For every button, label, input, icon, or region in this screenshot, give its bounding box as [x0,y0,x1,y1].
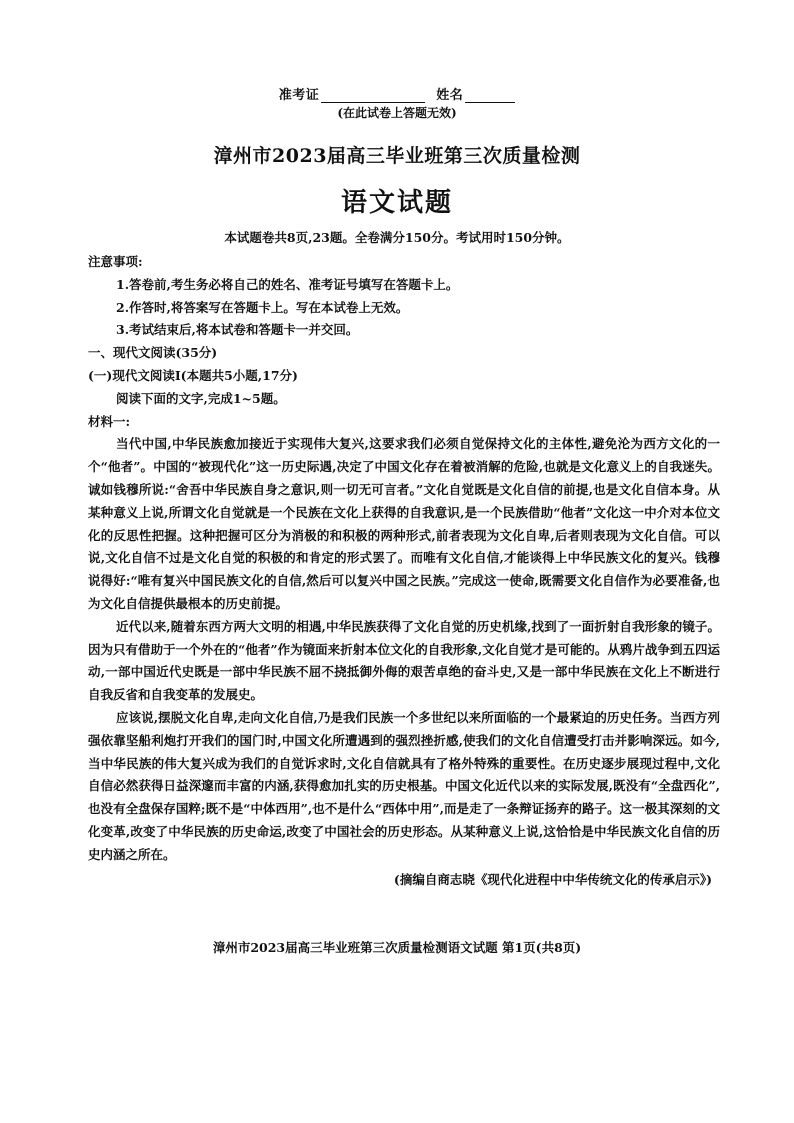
instructions-heading: 注意事项: [88,254,143,269]
section-title: 一、现代文阅读(35分) [88,345,218,361]
page-footer: 漳州市2023届高三毕业班第三次质量检测语文试题 第1页(共8页) [212,940,582,955]
instruction-item: 1.答卷前,考生务必将自己的姓名、准考证号填写在答题卡上。 [116,276,459,292]
passage-paragraph: 当代中国,中华民族愈加接近于实现伟大复兴,这要求我们必须自觉保持文化的主体性,避免沦为西方文化的一个“他者”。中国的“被现代化”这一历史际遇,决定了中国文化存在着被消解的危险,也就是文化意义上的自我迷失。诚如钱穆所说:“舍吾中华民族自身之意识,则一切无可言者。”文化自觉既是文化自信的前提,也是文化自信本身。从某种意义上说,所谓文化自觉就是一个民族在文化上获得的自我意识,是一个民族借助“他者”文化这一中介对本位文化的反思性把握。这种把握可区分为消极的和积极的两种形式,前者表现为文化自卑,后者则表现为文化自信。可以说,文化自信不过是文化自觉的积极的和肯定的形式罢了。而唯有文化自信,才能谈得上中华民族文化的复兴。钱穆说得好:“唯有复兴中国民族文化的自信,然后可以复兴中国之民族。”完成这一使命,既需要文化自信作为必要准备,也为文化自信提供最根本的历史前提。 [88,436,720,611]
instruction-item: 2.作答时,将答案写在答题卡上。写在本试卷上无效。 [116,299,409,315]
exam-info: 本试题卷共8页,23题。全卷满分150分。考试用时150分钟。 [224,230,570,245]
exam-content [88,251,720,891]
name-blank [465,90,515,103]
subsection-title: (一)现代文阅读Ⅰ(本题共5小题,17分) [88,367,298,383]
exam-title: 漳州市2023届高三毕业班第三次质量检测 [213,145,581,167]
id-blank [321,90,425,103]
source-citation: (摘编自商志晓《现代化进程中中华传统文化的传承启示》) [393,871,712,887]
passage-paragraph: 应该说,摆脱文化自卑,走向文化自信,乃是我们民族一个多世纪以来所面临的一个最紧迫的历史任务。当西方列强依靠坚船利炮打开我们的国门时,中国文化所遭遇到的强烈挫折感,使我们的文化自信遭受打击并影响深远。如今,当中华民族的伟大复兴成为我们的自觉诉求时,文化自信就具有了格外特殊的重要性。在历史逐步展现过程中,文化自信必然获得日益深邃而丰富的内涵,获得愈加扎实的历史根基。中国文化近代以来的实际发展,既没有“全盘西化”,也没有全盘保存国粹;既不是“中体西用”,也不是什么“西体中用”,而是走了一条辩证扬弃的路子。这一极其深刻的文化变革,改变了中华民族的历史命运,改变了中国社会的历史形态。从某种意义上说,这恰恰是中华民族文化自信的历史内涵之所在。 [88,709,720,862]
candidate-info-line [0,84,794,103]
subject-title: 语文试题 [340,188,453,218]
instruction-item: 3.考试结束后,将本试卷和答题卡一并交回。 [116,322,359,338]
reading-directive: 阅读下面的文字,完成1~5题。 [116,390,286,406]
material-label: 材料一: [88,413,131,429]
invalid-notice: (在此试卷上答题无效) [337,106,457,120]
id-label: 准考证 [278,88,320,103]
name-label: 姓名 [436,88,464,103]
passage-paragraph: 近代以来,随着东西方两大文明的相遇,中华民族获得了文化自觉的历史机缘,找到了一面折射自我形象的镜子。因为只有借助于一个外在的“他者”作为镜面来折射本位文化的自我形象,文化自觉才是可能的。从鸦片战争到五四运动,一部中国近代史既是一部中华民族不屈不挠抵御外侮的艰苦卓绝的奋斗史,又是一部中华民族在文化上不断进行自我反省和自我变革的发展史。 [88,618,720,703]
